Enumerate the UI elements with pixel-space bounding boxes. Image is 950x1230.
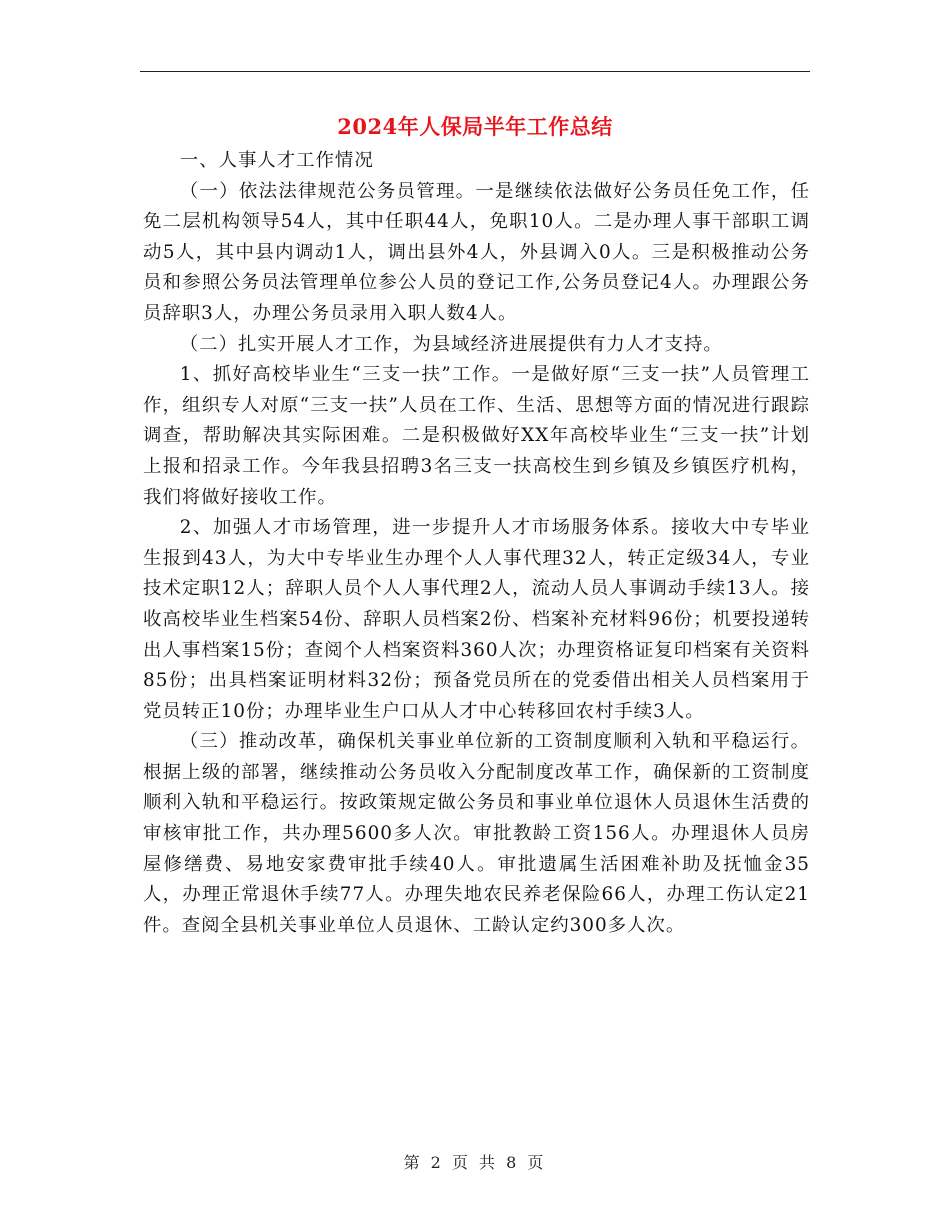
document-title: 2024年人保局半年工作总结: [337, 114, 613, 139]
header-rule: [140, 71, 810, 72]
paragraph: （二）扎实开展人才工作，为县域经济进展提供有力人才支持。: [179, 333, 723, 355]
paragraph: 2、加强人才市场管理，进一步提升人才市场服务体系。接收大中专毕业生报到43人，为大中专毕业生办理个人人事代理32人，转正定级34人，专业技术定职12人；辞职人员个人人事代理2人，流动人员人事调动手续13人。接收高校毕业生档案54份、辞职人员档案2份、档案补充材料96份；机要投递转出人事档案15份；查阅个人档案资料360人次；办理资格证复印档案有关资料85份；出具档案证明材料32份；预备党员所在的党委借出相关人员档案用于党员转正10份；办理毕业生户口从人才中心转移回农村手续3人。: [143, 517, 810, 722]
document-body: [143, 146, 810, 941]
section-heading: 一、人事人才工作情况: [179, 150, 374, 171]
paragraph: （三）推动改革，确保机关事业单位新的工资制度顺利入轨和平稳运行。根据上级的部署，继续推动公务员收入分配制度改革工作，确保新的工资制度顺利入轨和平稳运行。按政策规定做公务员和事业单位退休人员退休生活费的审核审批工作，共办理5600多人次。审批教龄工资156人。办理退休人员房屋修缮费、易地安家费审批手续40人。审批遗属生活困难补助及抚恤金35人，办理正常退休手续77人。办理失地农民养老保险66人，办理工伤认定21件。查阅全县机关事业单位人员退休、工龄认定约300多人次。: [143, 731, 810, 936]
paragraph: （一）依法法律规范公务员管理。一是继续依法做好公务员任免工作，任免二层机构领导54人，其中任职44人，免职10人。二是办理人事干部职工调动5人，其中县内调动1人，调出县外4人，外县调入0人。三是积极推动公务员和参照公务员法管理单位参公人员的登记工作,公务员登记4人。办理跟公务员辞职3人，办理公务员录用入职人数4人。: [143, 180, 810, 324]
page-number: 第 2 页 共 8 页: [403, 1153, 547, 1172]
paragraph: 1、抓好高校毕业生“三支一扶”工作。一是做好原“三支一扶”人员管理工作，组织专人对原“三支一扶”人员在工作、生活、思想等方面的情况进行跟踪调查，帮助解决其实际困难。二是积极做好XX年高校毕业生“三支一扶”计划上报和招录工作。今年我县招聘3名三支一扶高校生到乡镇及乡镇医疗机构，我们将做好接收工作。: [143, 364, 810, 508]
